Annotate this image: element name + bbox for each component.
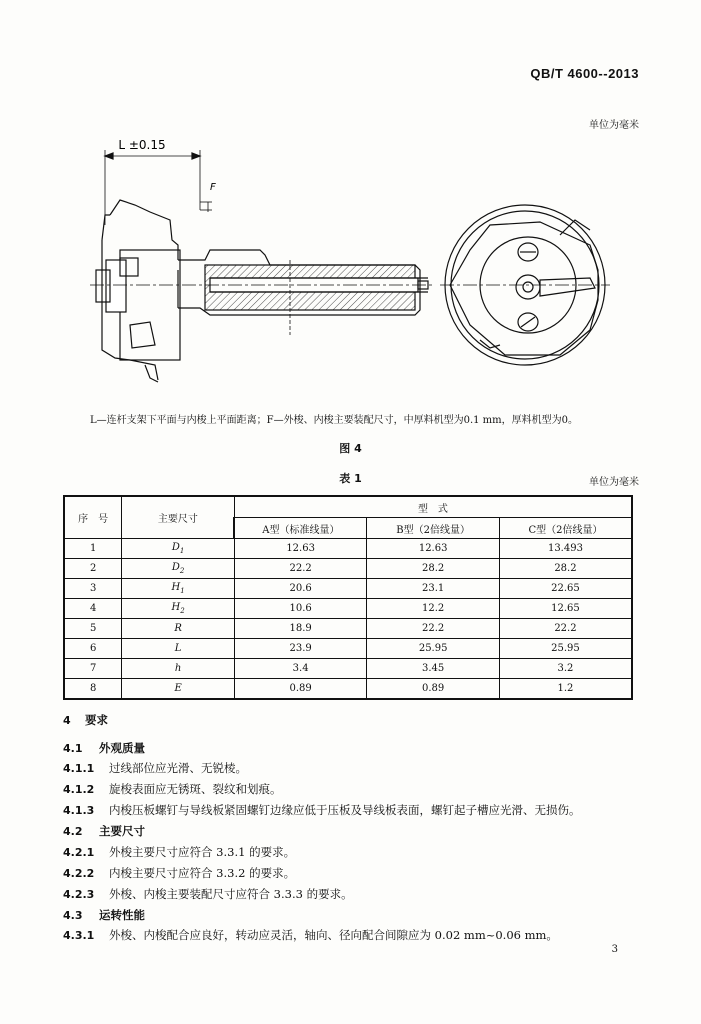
side-view-shuttle — [90, 150, 435, 382]
section-text: 旋梭表面应无锈斑、裂纹和划痕。 — [109, 782, 282, 796]
cell-seq: 7 — [64, 659, 122, 679]
cell-type-a: 23.9 — [234, 639, 367, 659]
standard-code: QB/T 4600--2013 — [530, 66, 639, 81]
header-type-group: 型 式 — [234, 496, 632, 518]
cell-symbol: $H_2$ — [122, 599, 235, 619]
section-number: 4.1.1 — [63, 762, 95, 775]
cell-symbol: $D_1$ — [122, 539, 235, 559]
section-text: 内梭压板螺钉与导线板紧固螺钉边缘应低于压板及导线板表面，螺钉起子槽应光滑、无损伤。 — [109, 803, 581, 817]
section-text: 外观质量 — [99, 741, 145, 755]
cell-type-a: 12.63 — [234, 539, 367, 559]
section-text: 过线部位应光滑、无锐棱。 — [109, 761, 247, 775]
section-line — [63, 740, 145, 756]
dimension-table — [63, 495, 633, 700]
page-number: 3 — [611, 944, 618, 955]
cell-symbol: E — [122, 679, 235, 700]
section-number: 4.2.2 — [63, 867, 95, 880]
table-row — [64, 579, 632, 599]
cell-seq: 4 — [64, 599, 122, 619]
cell-seq: 1 — [64, 539, 122, 559]
cell-type-c: 12.65 — [499, 599, 632, 619]
section-number: 4.2.3 — [63, 888, 95, 901]
cell-symbol: $H_1$ — [122, 579, 235, 599]
cell-symbol: h — [122, 659, 235, 679]
section-number: 4.3.1 — [63, 929, 95, 942]
table-row — [64, 559, 632, 579]
cell-type-a: 18.9 — [234, 619, 367, 639]
cell-symbol: R — [122, 619, 235, 639]
section-text: 外梭主要尺寸应符合 3.3.1 的要求。 — [109, 845, 296, 859]
section-line — [63, 781, 282, 797]
cell-type-c: 22.65 — [499, 579, 632, 599]
unit-note-table: 单位为毫米 — [589, 477, 639, 488]
table-row — [64, 599, 632, 619]
cell-type-a: 20.6 — [234, 579, 367, 599]
section-text: 外梭、内梭主要装配尺寸应符合 3.3.3 的要求。 — [109, 887, 353, 901]
section-text: 主要尺寸 — [99, 824, 145, 838]
cell-type-c: 25.95 — [499, 639, 632, 659]
figure-4-drawing — [60, 130, 645, 400]
dimension-f-label: F — [210, 182, 216, 193]
cell-type-b: 28.2 — [367, 559, 500, 579]
section-text: 运转性能 — [99, 908, 145, 922]
cell-type-a: 22.2 — [234, 559, 367, 579]
table-title: 表 1 — [339, 472, 362, 485]
cell-type-b: 22.2 — [367, 619, 500, 639]
section-line — [63, 712, 108, 728]
section-number: 4.2.1 — [63, 846, 95, 859]
cell-type-b: 12.63 — [367, 539, 500, 559]
section-line — [63, 760, 247, 776]
cell-type-b: 12.2 — [367, 599, 500, 619]
front-view-shuttle — [440, 205, 610, 365]
cell-type-a: 10.6 — [234, 599, 367, 619]
cell-type-c: 3.2 — [499, 659, 632, 679]
table-row — [64, 619, 632, 639]
section-line — [63, 865, 295, 881]
section-text: 外梭、内梭配合应良好，转动应灵活，轴向、径向配合间隙应为 0.02 mm~0.06 mm。 — [109, 928, 558, 942]
cell-type-a: 3.4 — [234, 659, 367, 679]
cell-symbol: L — [122, 639, 235, 659]
dimension-l-label: L ±0.15 — [118, 138, 166, 152]
cell-type-b: 0.89 — [367, 679, 500, 700]
figure-title: 图 4 — [339, 442, 362, 455]
section-text: 要求 — [85, 713, 108, 727]
section-line — [63, 823, 145, 839]
table-row — [64, 659, 632, 679]
header-dimension: 主要尺寸 — [122, 496, 235, 539]
section-line — [63, 907, 145, 923]
cell-seq: 2 — [64, 559, 122, 579]
cell-symbol: $D_2$ — [122, 559, 235, 579]
section-line — [63, 886, 353, 902]
section-text: 内梭主要尺寸应符合 3.3.2 的要求。 — [109, 866, 296, 880]
header-type-a: A型（标准线量） — [234, 518, 367, 539]
cell-seq: 3 — [64, 579, 122, 599]
section-line — [63, 927, 558, 943]
section-line — [63, 802, 581, 818]
figure-caption: L—连杆支架下平面与内梭上平面距离；F—外梭、内梭主要装配尺寸，中厚料机型为0.1 mm，厚料机型为0。 — [90, 415, 578, 426]
section-number: 4.1.3 — [63, 804, 95, 817]
section-number: 4.2 — [63, 825, 83, 838]
section-line — [63, 844, 295, 860]
header-seq: 序 号 — [64, 496, 122, 539]
section-number: 4 — [63, 714, 71, 727]
cell-type-b: 3.45 — [367, 659, 500, 679]
section-number: 4.1.2 — [63, 783, 95, 796]
cell-type-b: 25.95 — [367, 639, 500, 659]
cell-seq: 5 — [64, 619, 122, 639]
cell-type-c: 22.2 — [499, 619, 632, 639]
table-row — [64, 679, 632, 700]
unit-note-top: 单位为毫米 — [589, 120, 639, 131]
table-row — [64, 539, 632, 559]
section-number: 4.3 — [63, 909, 83, 922]
cell-type-a: 0.89 — [234, 679, 367, 700]
section-number: 4.1 — [63, 742, 83, 755]
cell-seq: 8 — [64, 679, 122, 700]
cell-type-b: 23.1 — [367, 579, 500, 599]
cell-seq: 6 — [64, 639, 122, 659]
cell-type-c: 13.493 — [499, 539, 632, 559]
header-type-b: B型（2倍线量） — [367, 518, 500, 539]
cell-type-c: 1.2 — [499, 679, 632, 700]
table-row — [64, 639, 632, 659]
cell-type-c: 28.2 — [499, 559, 632, 579]
header-type-c: C型（2倍线量） — [499, 518, 632, 539]
